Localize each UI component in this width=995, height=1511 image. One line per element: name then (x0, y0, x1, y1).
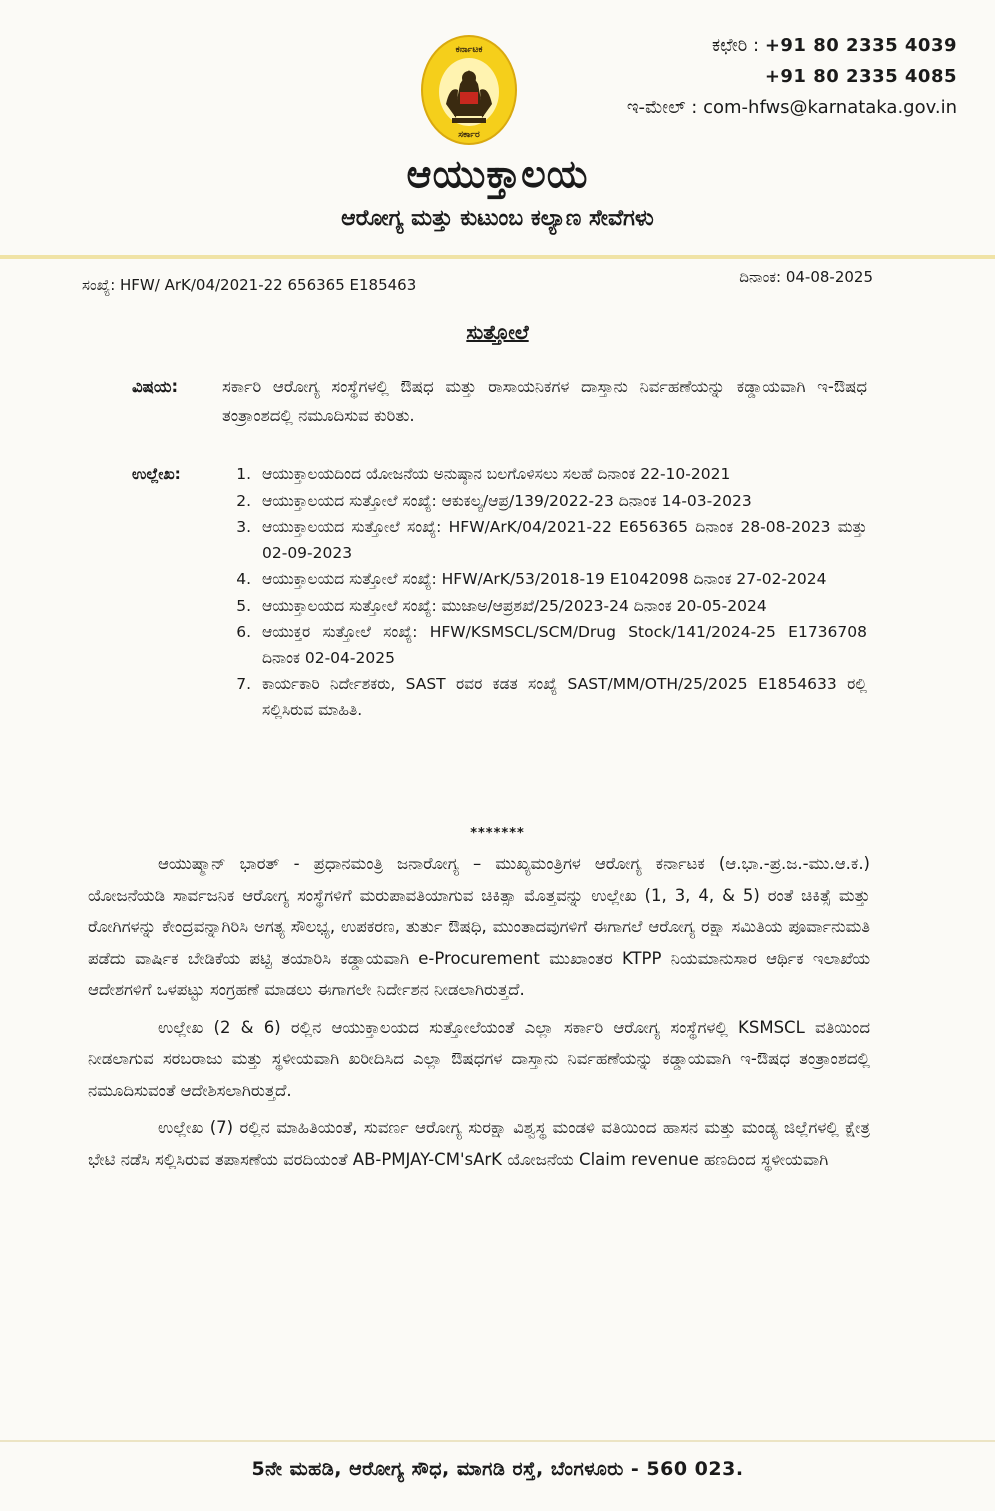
footer-divider (0, 1440, 995, 1442)
reference-item: 7. ಕಾರ್ಯಕಾರಿ ನಿರ್ದೇಶಕರು, SAST ರವರ ಕಡತ ಸಂಖ್ಯೆ SAST/MM/OTH/25/2025 E1854633 ರಲ್ಲಿ ಸಲ್ಲಿಸಿರುವ ಮಾಹಿತಿ. (256, 672, 867, 723)
body-paragraph: ಉಲ್ಲೇಖ (7) ರಲ್ಲಿನ ಮಾಹಿತಿಯಂತೆ, ಸುವರ್ಣ ಆರೋಗ್ಯ ಸುರಕ್ಷಾ ವಿಶ್ವಸ್ಥ ಮಂಡಳಿ ವತಿಯಿಂದ ಹಾಸನ ಮತ್ತು ಮಂಡ್ಯ ಜಿಲ್ಲೆಗಳಲ್ಲಿ ಕ್ಷೇತ್ರ ಭೇಟಿ ನಡೆಸಿ ಸಲ್ಲಿಸಿರುವ ತಪಾಸಣೆಯ ವರದಿಯಂತೆ AB-PMJAY-CM'sArK ಯೋಜನೆಯ Claim revenue ಹಣದಿಂದ ಸ್ಥಳೀಯವಾಗಿ (88, 1118, 870, 1169)
body-text (88, 848, 870, 1181)
phone-line-1 (627, 30, 957, 61)
phone-number-2: +91 80 2335 4085 (764, 66, 957, 87)
karnataka-emblem-icon (420, 34, 518, 146)
circular-title: ಸುತ್ತೋಲೆ (466, 320, 529, 344)
phone-label: ಕಛೇರಿ : (712, 35, 760, 56)
email-address: com-hfws@karnataka.gov.in (703, 97, 957, 118)
contact-block (627, 30, 957, 123)
reference-item: 3. ಆಯುಕ್ತಾಲಯದ ಸುತ್ತೋಲೆ ಸಂಖ್ಯೆ: HFW/ArK/04/2021-22 E656365 ದಿನಾಂಕ 28-08-2023 ಮತ್ತು 02-09-2023 (256, 515, 867, 566)
emblem-top-text: ಕರ್ನಾಟಕ (455, 45, 483, 55)
body-paragraph: ಉಲ್ಲೇಖ (2 & 6) ರಲ್ಲಿನ ಆಯುಕ್ತಾಲಯದ ಸುತ್ತೋಲೆಯಂತೆ ಎಲ್ಲಾ ಸರ್ಕಾರಿ ಆರೋಗ್ಯ ಸಂಸ್ಥೆಗಳಲ್ಲಿ KSMSCL ವತಿಯಿಂದ ನೀಡಲಾಗುವ ಸರಬರಾಜು ಮತ್ತು ಸ್ಥಳೀಯವಾಗಿ ಖರೀದಿಸಿದ ಎಲ್ಲಾ ಔಷಧಗಳ ದಾಸ್ತಾನು ನಿರ್ವಹಣೆಯನ್ನು ಕಡ್ಡಾಯವಾಗಿ ಇ-ಔಷಧ ತಂತ್ರಾಂಶದಲ್ಲಿ ನಮೂದಿಸುವಂತೆ ಆದೇಶಿಸಲಾಗಿರುತ್ತದೆ. (88, 1017, 870, 1100)
email-line (627, 92, 957, 123)
letter-date: ದಿನಾಂಕ: 04-08-2025 (739, 268, 873, 286)
reference-number: ಸಂಖ್ಯೆ: HFW/ ArK/04/2021-22 656365 E185463 (82, 276, 417, 294)
references-block (132, 462, 867, 724)
office-title: ಆಯುಕ್ತಾಲಯ (406, 152, 589, 196)
references-list (228, 462, 867, 724)
phone-number-1: +91 80 2335 4039 (764, 35, 957, 56)
reference-item: 5. ಆಯುಕ್ತಾಲಯದ ಸುತ್ತೋಲೆ ಸಂಖ್ಯೆ: ಮುಜಾಅ/ಆಪ್ರಶಖೆ/25/2023-24 ದಿನಾಂಕ 20-05-2024 (256, 594, 867, 620)
emblem-bottom-text: ಸರ್ಕಾರ (458, 130, 480, 140)
subject-block (132, 372, 867, 430)
reference-item: 2. ಆಯುಕ್ತಾಲಯದ ಸುತ್ತೋಲೆ ಸಂಖ್ಯೆ: ಆಕುಕಲ್ಯ/ಆಪ್ರ/139/2022-23 ದಿನಾಂಕ 14-03-2023 (256, 489, 867, 515)
reference-item: 1. ಆಯುಕ್ತಾಲಯದಿಂದ ಯೋಜನೆಯ ಅನುಷ್ಠಾನ ಬಲಗೊಳಿಸಲು ಸಲಹೆ ದಿನಾಂಕ 22-10-2021 (256, 462, 867, 488)
reference-item: 6. ಆಯುಕ್ತರ ಸುತ್ತೋಲೆ ಸಂಖ್ಯೆ: HFW/KSMSCL/SCM/Drug Stock/141/2024-25 E1736708 ದಿನಾಂಕ 02-04-2025 (256, 620, 867, 671)
footer-address: 5ನೇ ಮಹಡಿ, ಆರೋಗ್ಯ ಸೌಧ, ಮಾಗಡಿ ರಸ್ತೆ, ಬೆಂಗಳೂರು - 560 023. (251, 1458, 744, 1480)
email-label: ಇ-ಮೇಲ್ : (626, 97, 698, 118)
department-title: ಆರೋಗ್ಯ ಮತ್ತು ಕುಟುಂಬ ಕಲ್ಯಾಣ ಸೇವೆಗಳು (341, 206, 654, 231)
section-separator: ******* (470, 826, 525, 841)
body-paragraph: ಆಯುಷ್ಮಾನ್ ಭಾರತ್ - ಪ್ರಧಾನಮಂತ್ರಿ ಜನಾರೋಗ್ಯ – ಮುಖ್ಯಮಂತ್ರಿಗಳ ಆರೋಗ್ಯ ಕರ್ನಾಟಕ (ಆ.ಭಾ.-ಪ್ರ.ಜ.-ಮು.ಆ.ಕ.) ಯೋಜನೆಯಡಿ ಸಾರ್ವಜನಿಕ ಆರೋಗ್ಯ ಸಂಸ್ಥೆಗಳಿಗೆ ಮರುಪಾವತಿಯಾಗುವ ಚಿಕಿತ್ಸಾ ಮೊತ್ತವನ್ನು ಉಲ್ಲೇಖ (1, 3, 4, & 5) ರಂತೆ ಚಿಕಿತ್ಸೆ ಮತ್ತು ರೋಗಿಗಳನ್ನು ಕೇಂದ್ರವನ್ನಾಗಿರಿಸಿ ಅಗತ್ಯ ಸೌಲಭ್ಯ, ಉಪಕರಣ, ತುರ್ತು ಔಷಧಿ, ಮುಂತಾದವುಗಳಿಗೆ ಈಗಾಗಲೆ ಆರೋಗ್ಯ ರಕ್ಷಾ ಸಮಿತಿಯ ಪೂರ್ವಾನುಮತಿ ಪಡೆದು ವಾರ್ಷಿಕ ಬೇಡಿಕೆಯ ಪಟ್ಟಿ ತಯಾರಿಸಿ ಕಡ್ಡಾಯವಾಗಿ e-Procurement ಮುಖಾಂತರ KTPP ನಿಯಮಾನುಸಾರ ಆರ್ಥಿಕ ಇಲಾಖೆಯ ಆದೇಶಗಳಿಗೆ ಒಳಪಟ್ಟು ಸಂಗ್ರಹಣೆ ಮಾಡಲು ಈಗಾಗಲೇ ನಿರ್ದೇಶನ ನೀಡಲಾಗಿರುತ್ತದೆ. (88, 854, 870, 999)
reference-item: 4. ಆಯುಕ್ತಾಲಯದ ಸುತ್ತೋಲೆ ಸಂಖ್ಯೆ: HFW/ArK/53/2018-19 E1042098 ದಿನಾಂಕ 27-02-2024 (256, 567, 867, 593)
subject-text: ಸರ್ಕಾರಿ ಆರೋಗ್ಯ ಸಂಸ್ಥೆಗಳಲ್ಲಿ ಔಷಧ ಮತ್ತು ರಾಸಾಯನಿಕಗಳ ದಾಸ್ತಾನು ನಿರ್ವಹಣೆಯನ್ನು ಕಡ್ಡಾಯವಾಗಿ ಇ-ಔಷಧ ತಂತ್ರಾಂಶದಲ್ಲಿ ನಮೂದಿಸುವ ಕುರಿತು. (222, 377, 867, 425)
phone-line-2 (627, 61, 957, 92)
header-divider (0, 255, 995, 259)
subject-label: ವಿಷಯ: (132, 377, 179, 396)
references-label: ಉಲ್ಲೇಖ: (132, 465, 181, 483)
